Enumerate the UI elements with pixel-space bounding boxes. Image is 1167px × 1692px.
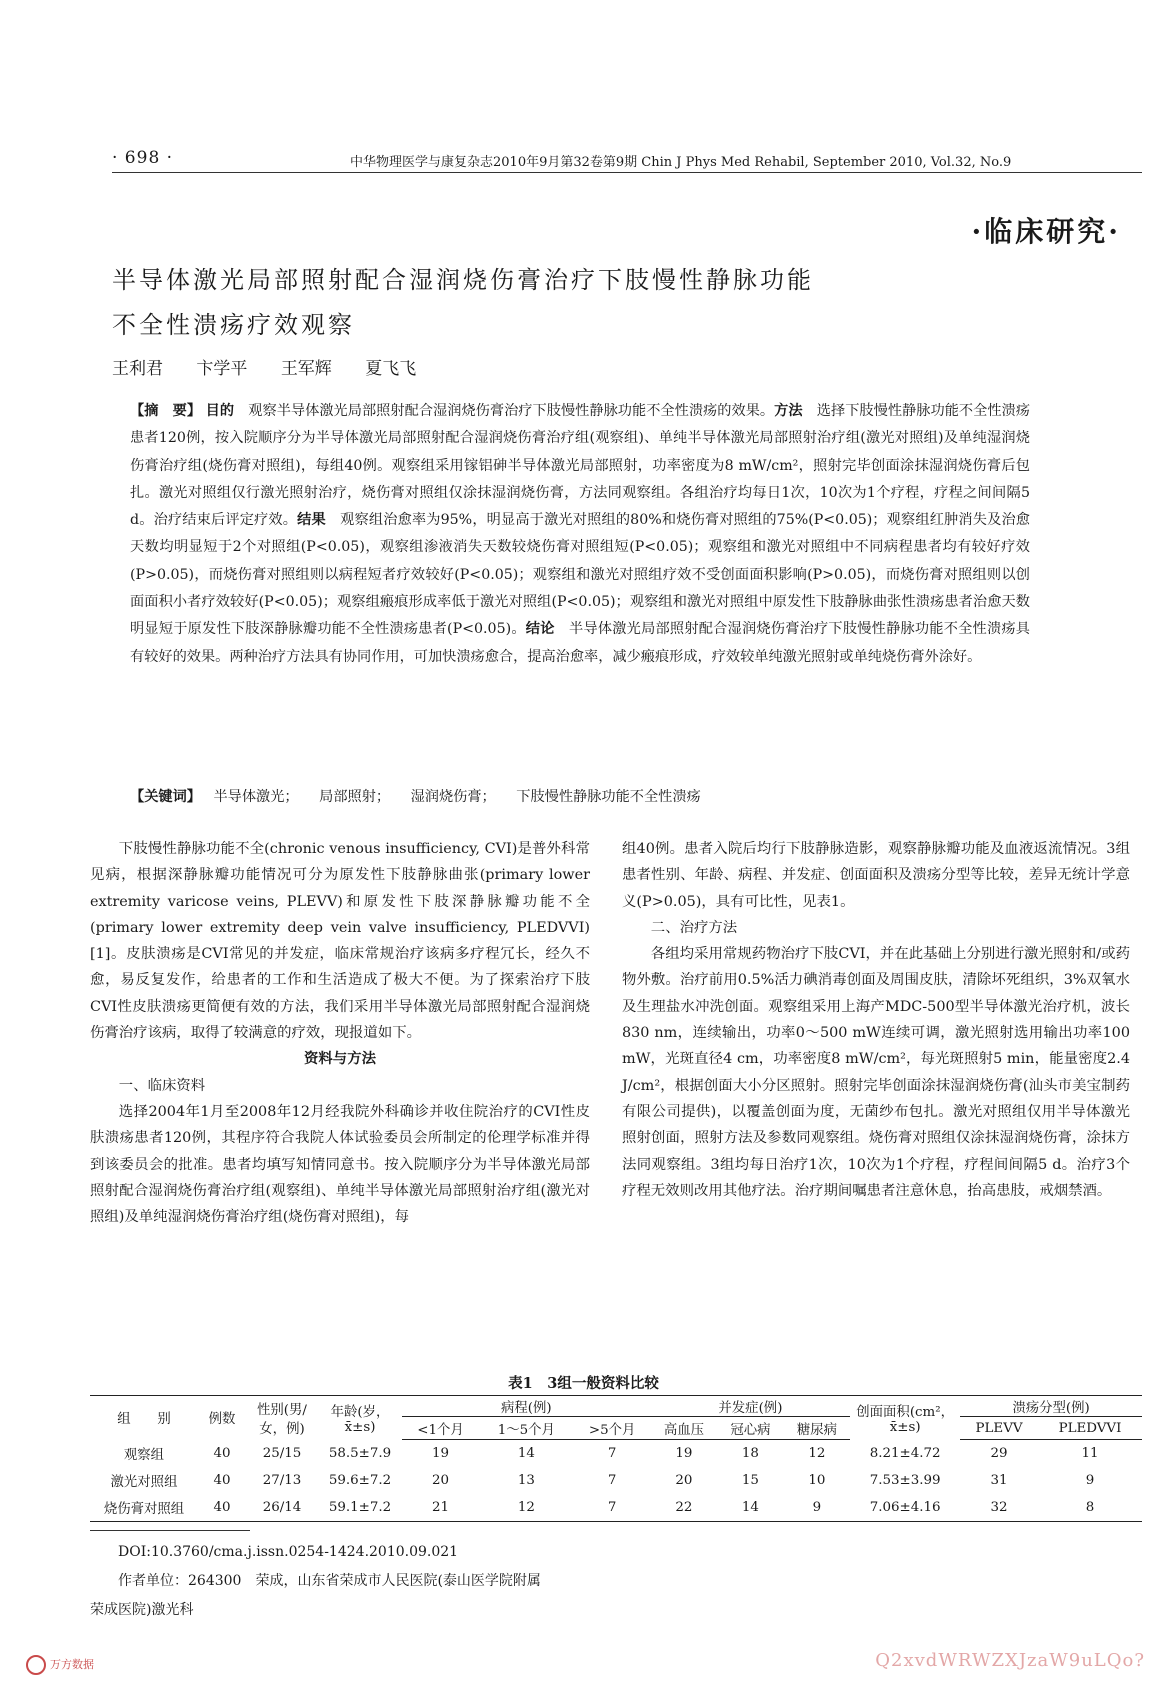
keyword: 局部照射；	[319, 789, 391, 805]
section-label: ·临床研究·	[971, 215, 1121, 248]
abstract-label: 【摘 要】	[130, 403, 202, 419]
table-cell: 20	[675, 1473, 693, 1488]
table-cell: 9	[1085, 1473, 1095, 1488]
header-rule	[112, 172, 1142, 173]
intro-paragraph: 下肢慢性静脉功能不全(chronic venous insufficiency, CVI)是普外科常见病，根据深静脉瓣功能情况可分为原发性下肢静脉曲张(primary lower extremity varicose veins, PLEVV)和原发性下肢深静脉瓣功能不全(primary lower extremity deep vein valve insufficiency, PLEDVVI)[1]。皮肤溃疡是CVI常见的并发症，临床常规治疗该病多疗程冗长，经久不愈，易反复发作，给患者的工作和生活造成了极大不便。为了探索治疗下肢CVI性皮肤溃疡更简便有效的方法，我们采用半导体激光局部照射配合湿润烧伤膏治疗该病，取得了较满意的疗效，现报道如下。	[90, 841, 590, 1042]
table-cell: 31	[990, 1473, 1008, 1488]
table-cell: 27/13	[262, 1473, 302, 1488]
table-cell: 7	[607, 1446, 617, 1461]
table-row	[90, 1467, 1142, 1494]
author: 王军辉	[280, 359, 332, 379]
objective-label: 目的	[205, 403, 235, 419]
methods-text: 选择下肢慢性静脉功能不全性溃疡患者120例，按入院顺序分为半导体激光局部照射配合湿润烧伤膏治疗组(观察组)、单纯半导体激光局部照射治疗组(激光对照组)及单纯湿润烧伤膏治疗组(烧伤膏对照组)，每组40例。观察组采用镓铝砷半导体激光局部照射，功率密度为8 mW/cm²，照射完毕创面涂抹湿润烧伤膏后包扎。激光对照组仅行激光照射治疗，烧伤膏对照组仅涂抹湿润烧伤膏，方法同观察组。各组治疗均每日1次，10次为1个疗程，疗程之间间隔5 d。治疗结束后评定疗效。	[130, 403, 1030, 529]
keywords	[130, 786, 1030, 806]
table-cell: 12	[808, 1446, 826, 1461]
affiliation-cont: 荣成医院)激光科	[90, 1602, 194, 1618]
table-cell: 58.5±7.9	[328, 1445, 392, 1461]
table-subheader: 1～5个月	[479, 1417, 574, 1440]
table-1	[90, 1395, 1142, 1522]
table-header: 性别(男/女，例)	[257, 1402, 307, 1437]
objective-text: 观察半导体激光局部照射配合湿润烧伤膏治疗下肢慢性静脉功能不全性溃疡的效果。	[248, 403, 775, 419]
table-cell: 21	[431, 1500, 450, 1515]
table-header: 创面面积(cm²，x̄±s)	[856, 1404, 955, 1435]
table-header: 病程(例)	[402, 1396, 651, 1417]
table-header: 年龄(岁，x̄±s)	[330, 1404, 390, 1435]
table-cell: 烧伤膏对照组	[103, 1502, 185, 1517]
table-cell: 40	[213, 1473, 231, 1488]
table-cell: 10	[808, 1473, 826, 1488]
conclusion-text: 半导体激光局部照射配合湿润烧伤膏治疗下肢慢性静脉功能不全性溃疡具有较好的效果。两种治疗方法具有协同作用，可加快溃疡愈合，提高治愈率，减少瘢痕形成，疗效较单纯激光照射或单纯烧伤膏外涂好。	[130, 621, 1030, 665]
table-cell: 18	[741, 1446, 759, 1461]
treatment-heading: 二、治疗方法	[650, 919, 738, 936]
methods-heading: 资料与方法	[304, 1050, 376, 1068]
footnote-rule	[90, 1530, 250, 1531]
table-cell: 59.6±7.2	[328, 1473, 392, 1488]
table-cell: 14	[517, 1446, 535, 1461]
table-subheader: 冠心病	[717, 1417, 783, 1440]
table-cell: 8.21±4.72	[869, 1445, 941, 1461]
table-cell: 40	[213, 1500, 231, 1515]
table-cell: 14	[741, 1500, 759, 1515]
body-column-right	[622, 836, 1130, 1204]
footnotes	[90, 1538, 1118, 1625]
table-cell: 9	[812, 1500, 822, 1515]
table-caption: 表1 3组一般资料比较	[508, 1375, 659, 1392]
table-cell: 32	[990, 1500, 1008, 1515]
table-cell: 观察组	[123, 1447, 165, 1463]
methods-label: 方法	[774, 403, 803, 419]
keywords-label: 【关键词】	[130, 789, 201, 805]
author: 夏飞飞	[365, 359, 417, 379]
table-cell: 40	[213, 1445, 231, 1461]
table-cell: 22	[675, 1500, 693, 1515]
table-subheader: PLEDVVI	[1038, 1417, 1142, 1440]
table-row	[90, 1494, 1142, 1522]
table-cell: 7	[607, 1473, 617, 1488]
results-label: 结果	[297, 512, 326, 529]
clinical-paragraph-cont: 组40例。患者入院后均行下肢静脉造影，观察静脉瓣功能及血液返流情况。3组患者性别、年龄、病程、并发症、创面面积及溃疡分型等比较，差异无统计学意义(P>0.05)，具有可比性，见表1。	[622, 841, 1130, 910]
abstract	[130, 398, 1030, 671]
logo-text: 万方数据	[50, 1658, 94, 1671]
watermark-id: Q2xvdWRWZXJzaW9uLQo?	[875, 1650, 1145, 1671]
publisher-logo	[26, 1655, 94, 1675]
table-cell: 25/15	[262, 1445, 302, 1461]
article-title: 半导体激光局部照射配合湿润烧伤膏治疗下肢慢性静脉功能不全性溃疡疗效观察	[112, 266, 814, 339]
table-cell: 11	[1081, 1446, 1099, 1461]
logo-icon	[26, 1655, 46, 1675]
author: 卞学平	[196, 359, 248, 379]
table-cell: 20	[431, 1473, 450, 1488]
author-list	[112, 354, 444, 379]
keyword: 湿润烧伤膏；	[410, 789, 496, 805]
keyword: 下肢慢性静脉功能不全性溃疡	[516, 789, 701, 805]
table-cell: 19	[675, 1446, 693, 1461]
table-cell: 8	[1085, 1500, 1095, 1515]
table-subheader: <1个月	[402, 1417, 479, 1440]
page-number: · 698 ·	[112, 148, 174, 168]
table-header: 组 别	[117, 1412, 171, 1428]
table-subheader: 糖尿病	[784, 1417, 850, 1440]
table-subheader: >5个月	[574, 1417, 651, 1440]
table-subheader: 高血压	[651, 1417, 717, 1440]
table-cell: 激光对照组	[110, 1475, 178, 1490]
clinical-heading: 一、临床资料	[118, 1077, 206, 1094]
table-subheader: PLEVV	[960, 1417, 1038, 1440]
table-cell: 29	[990, 1446, 1008, 1461]
keyword: 半导体激光；	[213, 789, 299, 805]
table-cell: 19	[431, 1446, 450, 1461]
table-header: 例数	[208, 1412, 236, 1428]
conclusion-label: 结论	[525, 621, 555, 638]
journal-header: 中华物理医学与康复杂志2010年9月第32卷第9期 Chin J Phys Med Rehabil, September 2010, Vol.32, No.9	[350, 155, 1012, 170]
table-cell: 59.1±7.2	[328, 1500, 392, 1515]
table-header: 溃疡分型(例)	[960, 1396, 1142, 1417]
table-cell: 13	[517, 1473, 535, 1488]
treatment-paragraph: 各组均采用常规药物治疗下肢CVI，并在此基础上分别进行激光照射和/或药物外敷。治疗前用0.5%活力碘消毒创面及周围皮肤，清除坏死组织，3%双氧水及生理盐水冲洗创面。观察组采用上海产MDC-500型半导体激光治疗机，波长830 nm，连续输出，功率0～500 mW连续可调，激光照射选用输出功率100 mW，光斑直径4 cm，功率密度8 mW/cm²，每光斑照射5 min，能量密度2.4 J/cm²，根据创面大小分区照射。照射完毕创面涂抹湿润烧伤膏(汕头市美宝制药有限公司提供)，以覆盖创面为度，无菌纱布包扎。激光对照组仅用半导体激光照射创面，照射方法及参数同观察组。烧伤膏对照组仅涂抹湿润烧伤膏，涂抹方法同观察组。3组均每日治疗1次，10次为1个疗程，疗程间间隔5 d。治疗3个疗程无效则改用其他疗法。治疗期间嘱患者注意休息，抬高患肢，戒烟禁酒。	[622, 946, 1130, 1199]
body-column-left	[90, 836, 590, 1230]
clinical-paragraph: 选择2004年1月至2008年12月经我院外科确诊并收住院治疗的CVI性皮肤溃疡患者120例，其程序符合我院人体试验委员会所制定的伦理学标准并得到该委员会的批准。患者均填写知情同意书。按入院顺序分为半导体激光局部照射配合湿润烧伤膏治疗组(观察组)、单纯半导体激光局部照射治疗组(激光对照组)及单纯湿润烧伤膏治疗组(烧伤膏对照组)，每	[90, 1103, 590, 1226]
results-text: 观察组治愈率为95%，明显高于激光对照组的80%和烧伤膏对照组的75%(P<0.05)；观察组红肿消失及治愈天数均明显短于2个对照组(P<0.05)，观察组渗液消失天数较烧伤膏对照组短(P<0.05)；观察组和激光对照组中不同病程患者均有较好疗效(P>0.05)，而烧伤膏对照组则以病程短者疗效较好(P<0.05)；观察组和激光对照组疗效不受创面面积影响(P>0.05)，而烧伤膏对照组则以创面面积小者疗效较好(P<0.05)；观察组瘢痕形成率低于激光对照组(P<0.05)；观察组和激光对照组中原发性下肢静脉曲张性溃疡患者治愈天数明显短于原发性下肢深静脉瓣功能不全性溃疡患者(P<0.05)。	[130, 512, 1030, 638]
table-cell: 12	[517, 1500, 535, 1515]
table-row	[90, 1440, 1142, 1468]
table-cell: 7.06±4.16	[869, 1500, 941, 1515]
table-cell: 26/14	[262, 1500, 302, 1515]
affiliation: 作者单位：264300 荣成，山东省荣成市人民医院(泰山医学院附属	[118, 1573, 541, 1589]
author: 王利君	[112, 359, 163, 379]
table-cell: 7.53±3.99	[869, 1473, 941, 1488]
doi: DOI:10.3760/cma.j.issn.0254-1424.2010.09.021	[118, 1544, 459, 1560]
table-cell: 7	[607, 1500, 617, 1515]
table-header: 并发症(例)	[651, 1396, 850, 1417]
table-cell: 15	[741, 1473, 759, 1488]
